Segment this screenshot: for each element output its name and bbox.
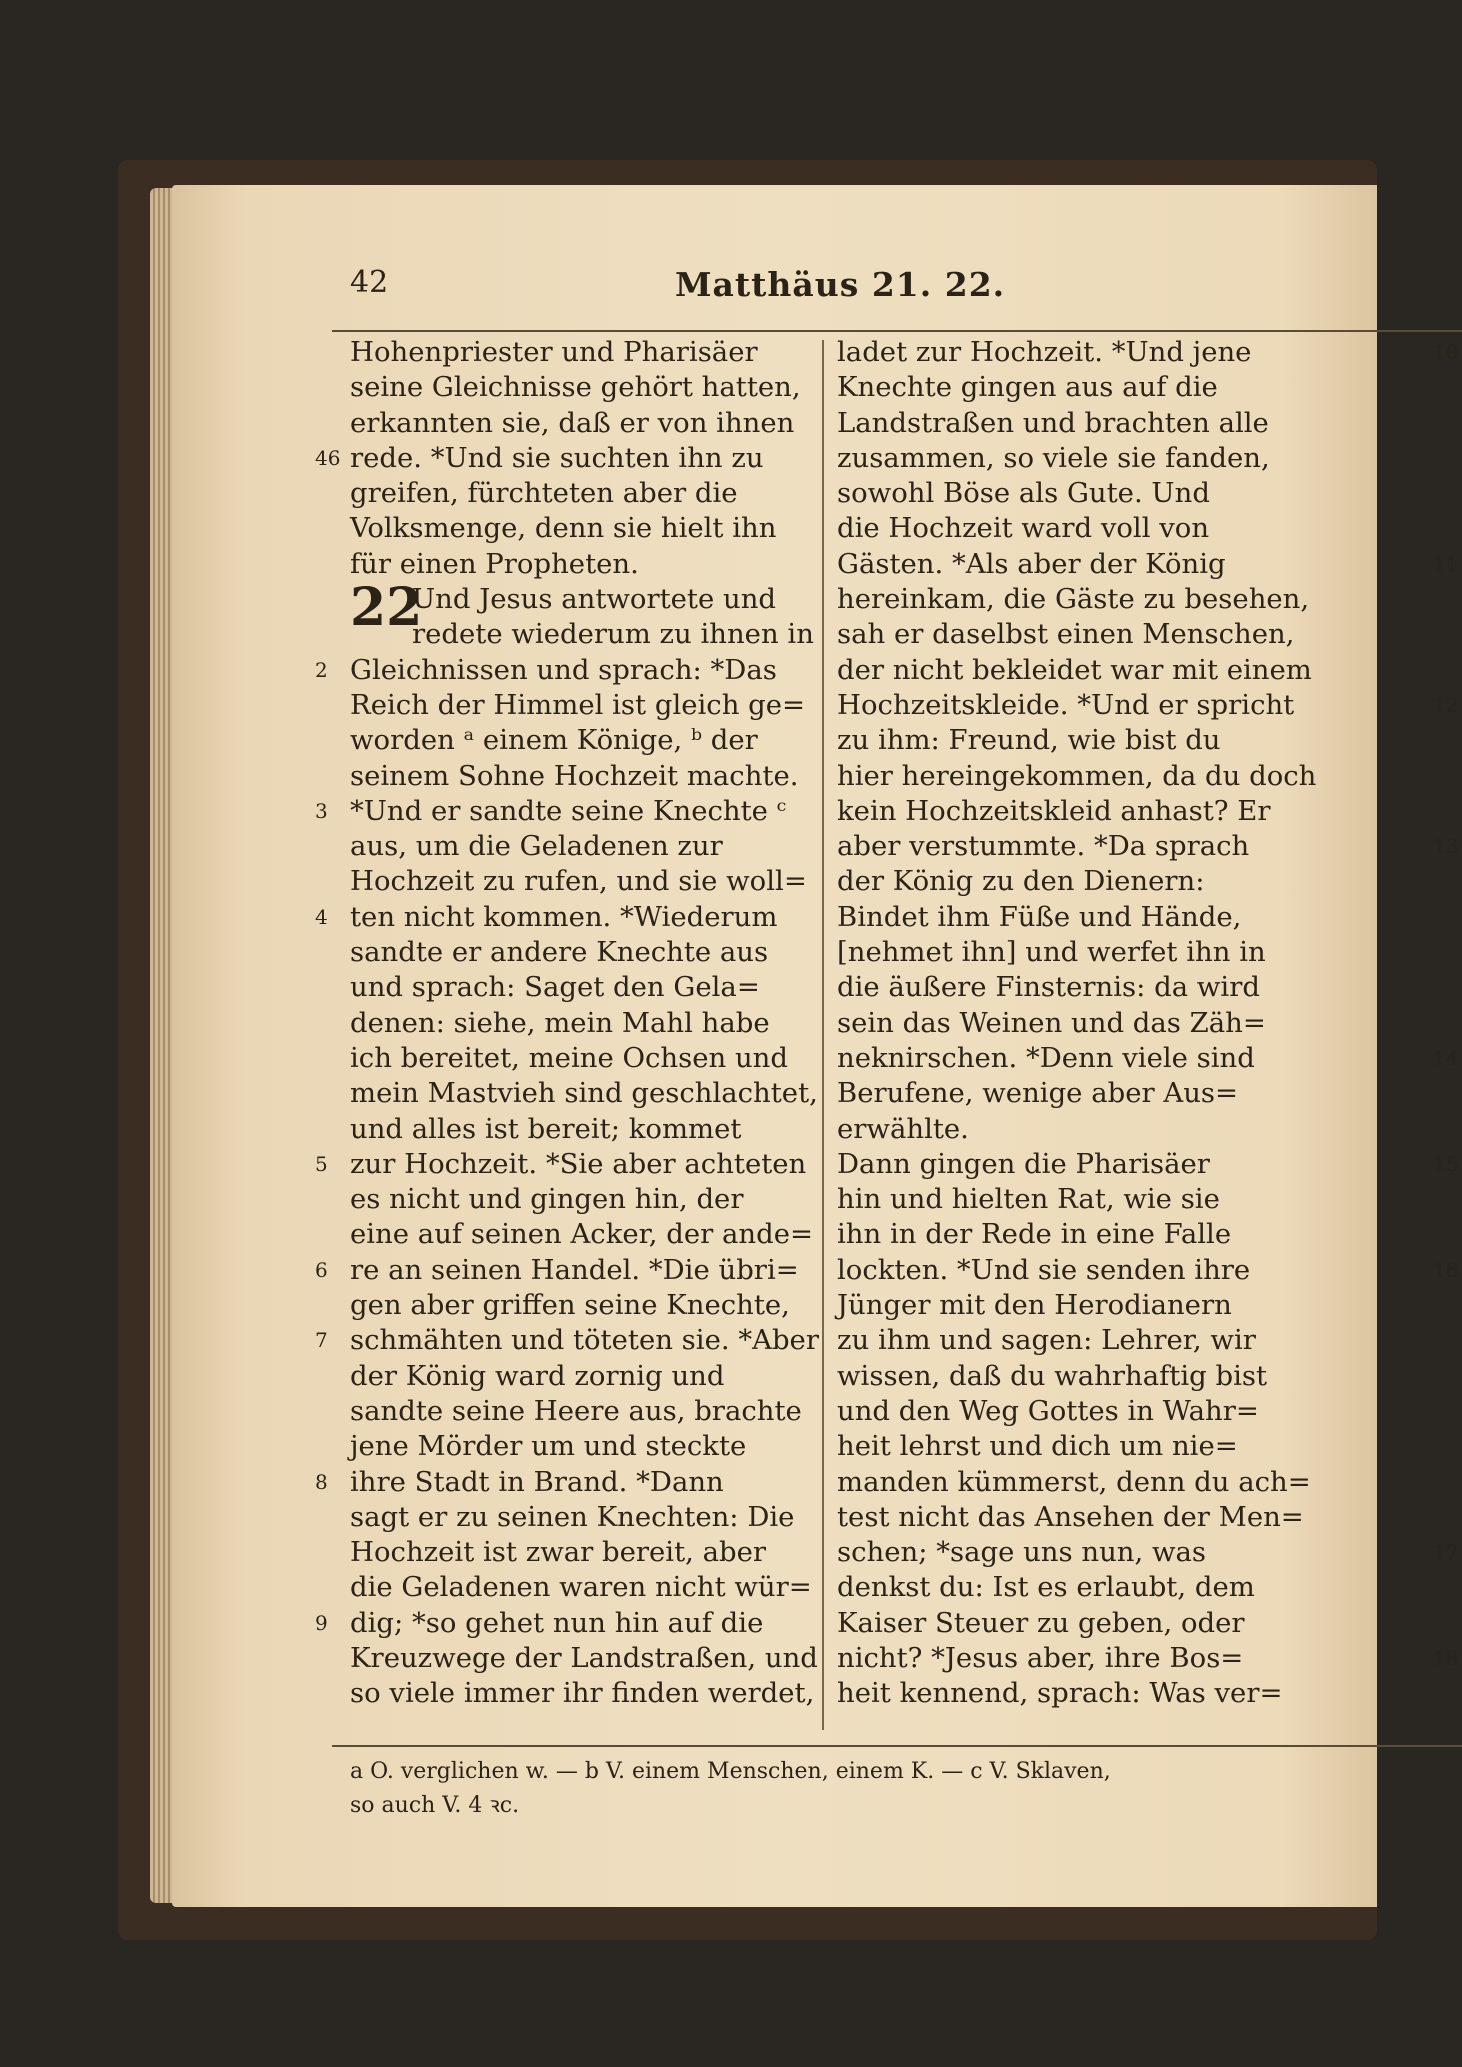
verse-number: 5 bbox=[315, 1151, 328, 1176]
text-line bbox=[837, 970, 1427, 1005]
text-line bbox=[837, 829, 1459, 864]
chapter-number: 22 bbox=[350, 577, 423, 639]
line-text: sah er daselbst einen Menschen, bbox=[837, 618, 1295, 651]
line-text: *Und er sandte seine Knechte ᶜ bbox=[350, 794, 787, 827]
line-text: und den Weg Gottes in Wahr= bbox=[837, 1394, 1259, 1427]
line-text: sandte er andere Knechte aus bbox=[350, 936, 769, 969]
line-text: zu ihm und sagen: Lehrer, wir bbox=[837, 1324, 1256, 1357]
line-text: so viele immer ihr finden werdet, bbox=[350, 1677, 815, 1710]
line-text: aber verstummte. *Da sprach bbox=[837, 830, 1250, 863]
line-text: ten nicht kommen. *Wiederum bbox=[350, 900, 778, 933]
text-line bbox=[837, 1535, 1459, 1570]
text-line bbox=[837, 1676, 1427, 1711]
line-text: nicht? *Jesus aber, ihre Bos= bbox=[837, 1641, 1244, 1674]
text-line bbox=[837, 370, 1427, 405]
line-text: Kaiser Steuer zu geben, oder bbox=[837, 1606, 1245, 1639]
line-text: Bindet ihm Füße und Hände, bbox=[837, 900, 1242, 933]
verse-number: 9 bbox=[315, 1610, 328, 1635]
line-text: Und Jesus antwortete und bbox=[412, 583, 777, 616]
verse-number: 46 bbox=[315, 445, 341, 470]
line-text: die äußere Finsternis: da wird bbox=[837, 971, 1260, 1004]
line-text: manden kümmerst, denn du ach= bbox=[837, 1465, 1311, 1498]
verse-number: 7 bbox=[315, 1328, 328, 1353]
line-text: erwählte. bbox=[837, 1112, 969, 1145]
line-text: sowohl Böse als Gute. Und bbox=[837, 477, 1210, 510]
verse-number: 2 bbox=[315, 657, 328, 682]
text-line bbox=[837, 1147, 1459, 1182]
line-text: Reich der Himmel ist gleich ge= bbox=[350, 688, 806, 721]
text-line bbox=[837, 1359, 1427, 1394]
text-line bbox=[837, 547, 1459, 582]
line-text: redete wiederum zu ihnen in bbox=[412, 618, 814, 651]
line-text: ihre Stadt in Brand. *Dann bbox=[350, 1465, 724, 1498]
right-column bbox=[837, 335, 1459, 1712]
verse-number: 14 bbox=[1433, 1045, 1459, 1070]
line-text: Kreuzwege der Landstraßen, und bbox=[350, 1641, 818, 1674]
line-text: seinem Sohne Hochzeit machte. bbox=[350, 759, 799, 792]
text-line bbox=[837, 1641, 1459, 1676]
line-text: ihn in der Rede in eine Falle bbox=[837, 1218, 1232, 1251]
line-text: gen aber griffen seine Knechte, bbox=[350, 1289, 790, 1322]
text-line bbox=[837, 617, 1427, 652]
line-text: Jünger mit den Herodianern bbox=[837, 1289, 1232, 1322]
line-text: Hohenpriester und Pharisäer bbox=[350, 336, 758, 368]
line-text: denkst du: Ist es erlaubt, dem bbox=[837, 1571, 1255, 1604]
text-line bbox=[837, 900, 1427, 935]
verse-number: 12 bbox=[1433, 692, 1459, 717]
line-text: Hochzeit zu rufen, und sie woll= bbox=[350, 865, 807, 898]
line-text: lockten. *Und sie senden ihre bbox=[837, 1253, 1251, 1286]
line-text: kein Hochzeitskleid anhast? Er bbox=[837, 794, 1271, 827]
line-text: der König zu den Dienern: bbox=[837, 865, 1205, 898]
text-line bbox=[837, 582, 1427, 617]
text-line bbox=[837, 1465, 1427, 1500]
verse-number: 3 bbox=[315, 798, 328, 823]
line-text: ladet zur Hochzeit. *Und jene bbox=[837, 336, 1252, 368]
verse-number: 6 bbox=[315, 1257, 328, 1282]
text-line bbox=[837, 1182, 1427, 1217]
text-line bbox=[837, 1288, 1427, 1323]
text-line bbox=[837, 688, 1459, 723]
line-text: sagt er zu seinen Knechten: Die bbox=[350, 1500, 795, 1533]
verse-number: 13 bbox=[1433, 834, 1459, 859]
line-text: Knechte gingen aus auf die bbox=[837, 371, 1218, 404]
footnote-line: a O. verglichen w. — b V. einem Menschen, einem K. — c V. Sklaven, bbox=[350, 1759, 1111, 1784]
verse-number: 4 bbox=[315, 904, 328, 929]
text-line bbox=[837, 511, 1427, 546]
text-line bbox=[837, 1006, 1427, 1041]
text-line bbox=[837, 1323, 1427, 1358]
text-line bbox=[837, 1606, 1427, 1641]
text-line bbox=[837, 1041, 1459, 1076]
text-line bbox=[837, 1570, 1427, 1605]
text-line bbox=[837, 335, 1459, 370]
verse-number: 16 bbox=[1433, 1257, 1459, 1282]
line-text: Gästen. *Als aber der König bbox=[837, 547, 1226, 580]
page-number: 42 bbox=[350, 265, 389, 300]
line-text: hereinkam, die Gäste zu besehen, bbox=[837, 583, 1310, 616]
line-text: Landstraßen und brachten alle bbox=[837, 406, 1269, 439]
footnote-line: so auch V. 4 ꝛc. bbox=[350, 1793, 520, 1818]
line-text: wissen, daß du wahrhaftig bist bbox=[837, 1359, 1268, 1392]
line-text: neknirschen. *Denn viele sind bbox=[837, 1041, 1255, 1074]
text-line bbox=[837, 406, 1427, 441]
line-text: zur Hochzeit. *Sie aber achteten bbox=[350, 1147, 807, 1180]
header-rule bbox=[332, 330, 1462, 332]
book-page bbox=[172, 185, 1459, 1907]
line-text: erkannten sie, daß er von ihnen bbox=[350, 406, 795, 439]
text-line bbox=[837, 794, 1427, 829]
line-text: Berufene, wenige aber Aus= bbox=[837, 1077, 1239, 1110]
line-text: der König ward zornig und bbox=[350, 1359, 725, 1392]
line-text: re an seinen Handel. *Die übri= bbox=[350, 1253, 799, 1286]
text-line bbox=[837, 653, 1427, 688]
line-text: Volksmenge, denn sie hielt ihn bbox=[350, 512, 777, 545]
verse-number: 18 bbox=[1433, 1645, 1459, 1670]
line-text: Hochzeit ist zwar bereit, aber bbox=[350, 1536, 767, 1569]
line-text: der nicht bekleidet war mit einem bbox=[837, 653, 1312, 686]
text-line bbox=[837, 1076, 1427, 1111]
line-text: greifen, fürchteten aber die bbox=[350, 477, 738, 510]
text-line bbox=[837, 441, 1427, 476]
line-text: seine Gleichnisse gehört hatten, bbox=[350, 371, 801, 404]
line-text: die Geladenen waren nicht wür= bbox=[350, 1571, 812, 1604]
text-line bbox=[837, 759, 1427, 794]
verse-number: 11 bbox=[1433, 551, 1459, 576]
verse-number: 17 bbox=[1433, 1540, 1459, 1565]
text-line bbox=[837, 1429, 1427, 1464]
line-text: Dann gingen die Pharisäer bbox=[837, 1147, 1210, 1180]
line-text: schmähten und töteten sie. *Aber bbox=[350, 1324, 819, 1357]
running-head: Matthäus 21. 22. bbox=[675, 265, 1006, 304]
line-text: sein das Weinen und das Zäh= bbox=[837, 1006, 1266, 1039]
line-text: dig; *so gehet nun hin auf die bbox=[350, 1606, 764, 1639]
line-text: sandte seine Heere aus, brachte bbox=[350, 1394, 802, 1427]
footnote bbox=[350, 1755, 1450, 1823]
text-line bbox=[837, 935, 1427, 970]
line-text: jene Mörder um und steckte bbox=[350, 1430, 747, 1463]
verse-number: 10 bbox=[1433, 340, 1459, 364]
line-text: hier hereingekommen, da du doch bbox=[837, 759, 1317, 792]
line-text: Gleichnissen und sprach: *Das bbox=[350, 653, 777, 686]
line-text: rede. *Und sie suchten ihn zu bbox=[350, 441, 764, 474]
line-text: eine auf seinen Acker, der ande= bbox=[350, 1218, 814, 1251]
line-text: die Hochzeit ward voll von bbox=[837, 512, 1210, 545]
line-text: zu ihm: Freund, wie bist du bbox=[837, 724, 1221, 757]
line-text: heit kennend, sprach: Was ver= bbox=[837, 1677, 1283, 1710]
line-text: aus, um die Geladenen zur bbox=[350, 830, 723, 863]
text-line bbox=[837, 864, 1427, 899]
line-text: zusammen, so viele sie fanden, bbox=[837, 441, 1270, 474]
line-text: schen; *sage uns nun, was bbox=[837, 1536, 1207, 1569]
text-line bbox=[837, 1253, 1459, 1288]
line-text: hin und hielten Rat, wie sie bbox=[837, 1183, 1220, 1216]
line-text: [nehmet ihn] und werfet ihn in bbox=[837, 936, 1266, 969]
line-text: ich bereitet, meine Ochsen und bbox=[350, 1041, 788, 1074]
line-text: es nicht und gingen hin, der bbox=[350, 1183, 744, 1216]
line-text: denen: siehe, mein Mahl habe bbox=[350, 1006, 770, 1039]
text-line bbox=[837, 476, 1427, 511]
verse-number: 15 bbox=[1433, 1151, 1459, 1176]
line-text: worden ᵃ einem Könige, ᵇ der bbox=[350, 724, 758, 757]
line-text: und sprach: Saget den Gela= bbox=[350, 971, 760, 1004]
text-line bbox=[837, 1394, 1427, 1429]
line-text: mein Mastvieh sind geschlachtet, bbox=[350, 1077, 818, 1110]
verse-number: 8 bbox=[315, 1469, 328, 1494]
line-text: heit lehrst und dich um nie= bbox=[837, 1430, 1238, 1463]
footnote-rule bbox=[332, 1745, 1462, 1747]
text-line bbox=[837, 1500, 1427, 1535]
line-text: test nicht das Ansehen der Men= bbox=[837, 1500, 1304, 1533]
line-text: für einen Propheten. bbox=[350, 547, 639, 580]
line-text: und alles ist bereit; kommet bbox=[350, 1112, 742, 1145]
line-text: Hochzeitskleide. *Und er spricht bbox=[837, 688, 1295, 721]
text-line bbox=[837, 1112, 1427, 1147]
text-line bbox=[837, 723, 1427, 758]
text-line bbox=[837, 1217, 1427, 1252]
